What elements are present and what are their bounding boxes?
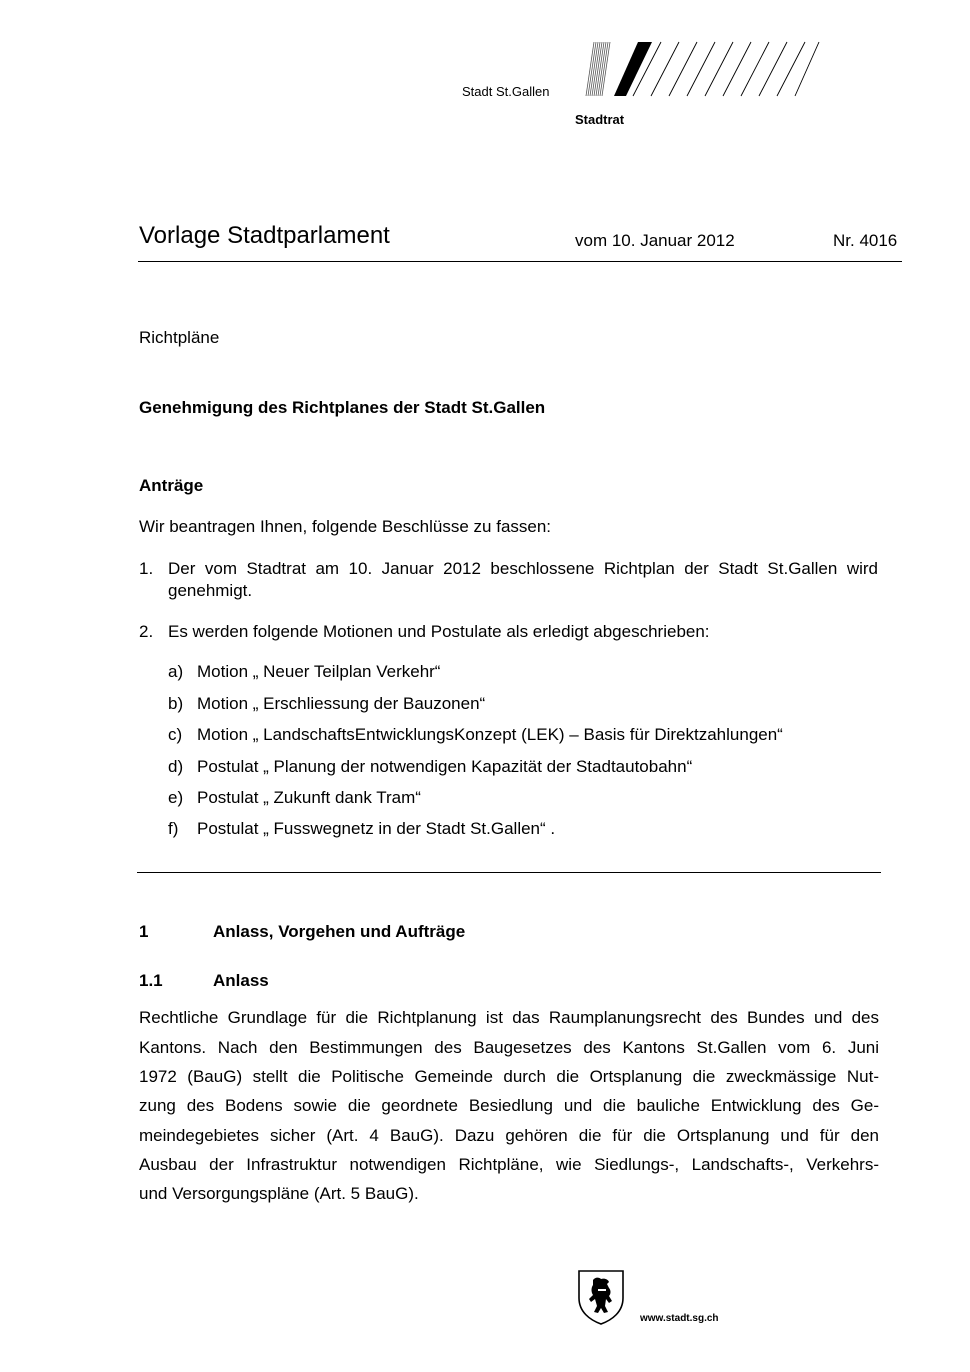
city-name: Stadt St.Gallen: [462, 84, 550, 99]
antrag-text-line: Es werden folgende Motionen und Postulate als erledigt abgeschrieben:: [168, 622, 710, 641]
title-divider: [138, 261, 902, 262]
paragraph-line: meindegebietes sicher (Art. 4 BauG). Dazu gehören die für die Ortsplanung und für den: [139, 1126, 879, 1145]
council-label: Stadtrat: [575, 112, 625, 127]
paragraph-line: Ausbau der Infrastruktur notwendigen Richtpläne, wie Siedlungs-, Landschafts-, Verkehrs-: [139, 1155, 879, 1174]
section-title: Anlass, Vorgehen und Aufträge: [213, 922, 466, 941]
paragraph-line: 1972 (BauG) stellt die Politische Gemeinde durch die Ortsplanung die zweckmässige Nut-: [139, 1067, 879, 1086]
document-subject: Genehmigung des Richtplanes der Stadt St.Gallen: [139, 398, 546, 417]
document-title: Vorlage Stadtparlament: [139, 222, 390, 249]
city-logo-icon: [578, 40, 823, 100]
section-divider: [137, 872, 881, 873]
section-number: 1: [139, 922, 149, 941]
document-date: vom 10. Januar 2012: [575, 231, 735, 250]
subitem-letter: b): [168, 694, 184, 713]
subitem-text: Motion „ Neuer Teilplan Verkehr“: [197, 662, 441, 681]
bear-crest-icon: [576, 1268, 626, 1326]
subitem-text: Motion „ Erschliessung der Bauzonen“: [197, 694, 486, 713]
subitem-text: Motion „ LandschaftsEntwicklungsKonzept (LEK) – Basis für Direktzahlungen“: [197, 725, 783, 744]
subitem-letter: f): [168, 819, 179, 838]
antrag-number: 1.: [139, 559, 154, 578]
antrag-number: 2.: [139, 622, 154, 641]
document-number: Nr. 4016: [833, 231, 898, 250]
subitem-text: Postulat „ Zukunft dank Tram“: [197, 788, 421, 807]
document-category: Richtpläne: [139, 328, 220, 347]
antraege-heading: Anträge: [139, 476, 204, 495]
antrag-text-line: genehmigt.: [168, 581, 253, 600]
subsection-number: 1.1: [139, 971, 163, 990]
subsection-title: Anlass: [213, 971, 269, 990]
subitem-text: Postulat „ Planung der notwendigen Kapazität der Stadtautobahn“: [197, 757, 693, 776]
paragraph-line: Kantons. Nach den Bestimmungen des Baugesetzes des Kantons St.Gallen vom 6. Juni: [139, 1038, 879, 1057]
website-link[interactable]: www.stadt.sg.ch: [640, 1313, 719, 1324]
subitem-letter: a): [168, 662, 184, 681]
paragraph-line: zung des Bodens sowie die geordnete Besiedlung und die bauliche Entwicklung des Ge-: [139, 1096, 879, 1115]
paragraph-line: Rechtliche Grundlage für die Richtplanung ist das Raumplanungsrecht des Bundes und des: [139, 1008, 879, 1027]
antraege-intro: Wir beantragen Ihnen, folgende Beschlüsse zu fassen:: [139, 517, 552, 536]
antrag-text-line: Der vom Stadtrat am 10. Januar 2012 beschlossene Richtplan der Stadt St.Gallen wird: [168, 559, 878, 578]
subitem-letter: c): [168, 725, 183, 744]
paragraph-line: und Versorgungspläne (Art. 5 BauG).: [139, 1184, 419, 1203]
subitem-letter: e): [168, 788, 184, 807]
subitem-letter: d): [168, 757, 184, 776]
subitem-text: Postulat „ Fusswegnetz in der Stadt St.Gallen“ .: [197, 819, 556, 838]
